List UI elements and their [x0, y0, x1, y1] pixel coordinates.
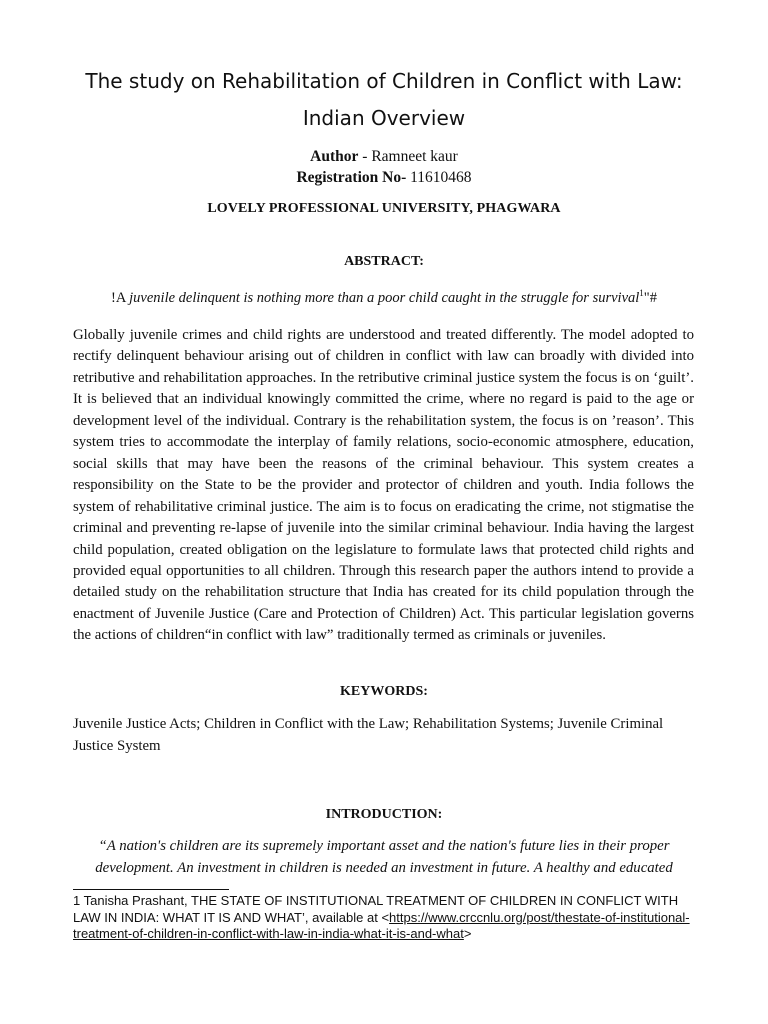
abstract-epigraph: [0, 290, 768, 307]
registration-line: [0, 169, 768, 187]
paper-title-line2: Indian Overview: [302, 106, 466, 130]
footnote: [73, 893, 703, 943]
paper-title-line1: The study on Rehabilitation of Children in Conflict with Law:: [85, 69, 683, 93]
footnote-link[interactable]: https://www.crccnlu.org/post/thestate-of-institutional-treatment-of-children-in-conflict-with-law-in-india-what-it-is-and-what: [73, 909, 690, 941]
footnote-divider: [73, 889, 229, 890]
registration-number: 11610468: [406, 169, 472, 186]
author-separator: -: [358, 148, 372, 165]
abstract-body: Globally juvenile crimes and child rights are understood and treated differently. The model adopted to rectify delinquent behaviour arising out of children in conflict with law can broadly with divided into retributive and rehabilitation approaches. In the retributive criminal justice system the focus is on ‘guilt’. It is believed that an individual knowingly committed the crime, where no regard is paid to the age or development level of the individual. Contrary is the rehabilitation system, the focus is on ’reason’. This system tries to accommodate the interplay of family relations, socio-economic atmosphere, education, social skills that may have been the reasons of the criminal behaviour. This system creates a responsibility on the State to be the provider and protector of children and youth. India follows the system of rehabilitative criminal justice. The aim is to focus on eradicating the crime, not stigmatise the criminal and preventing re-lapse of juvenile into the similar criminal behaviour. India having the largest child population, created obligation on the legislature to formulate laws that protected child rights and provided equal opportunities to all children. Through this research paper the authors intend to provide a detailed study on the rehabilitation structure that India has created for its child population through the enactment of Juvenile Justice (Care and Protection of Children) Act. This particular legislation governs the actions of children“in conflict with law” traditionally termed as criminals or juveniles.: [73, 327, 694, 644]
epigraph-prefix: !A: [111, 290, 130, 306]
abstract-heading: ABSTRACT:: [344, 254, 424, 269]
author-label: Author: [310, 148, 359, 165]
keywords-heading: KEYWORDS:: [340, 684, 428, 699]
epigraph-suffix: "#: [643, 290, 657, 306]
introduction-heading: INTRODUCTION:: [325, 807, 443, 822]
keywords-body: Juvenile Justice Acts; Children in Conflict with the Law; Rehabilitation Systems; Juvenile Criminal Justice System: [73, 716, 664, 754]
author-name: Ramneet kaur: [371, 148, 458, 165]
footnote-ref[interactable]: 1: [639, 288, 644, 299]
university-name: LOVELY PROFESSIONAL UNIVERSITY, PHAGWARA: [207, 201, 561, 216]
footnote-text: 1 Tanisha Prashant, THE STATE OF INSTITUTIONAL TREATMENT OF CHILDREN IN CONFLICT WITH LAW IN INDIA: WHAT IT IS AND WHAT’, available at <: [73, 893, 679, 925]
registration-label: Registration No-: [296, 169, 407, 186]
introduction-quote: “A nation's children are its supremely important asset and the nation's future lies in their proper development. An investment in children is needed an investment in future. A healthy and educated: [95, 838, 673, 876]
author-line: [0, 148, 768, 166]
epigraph-text: juvenile delinquent is nothing more than a poor child caught in the struggle for survival: [129, 290, 640, 306]
footnote-close: >: [463, 926, 472, 941]
